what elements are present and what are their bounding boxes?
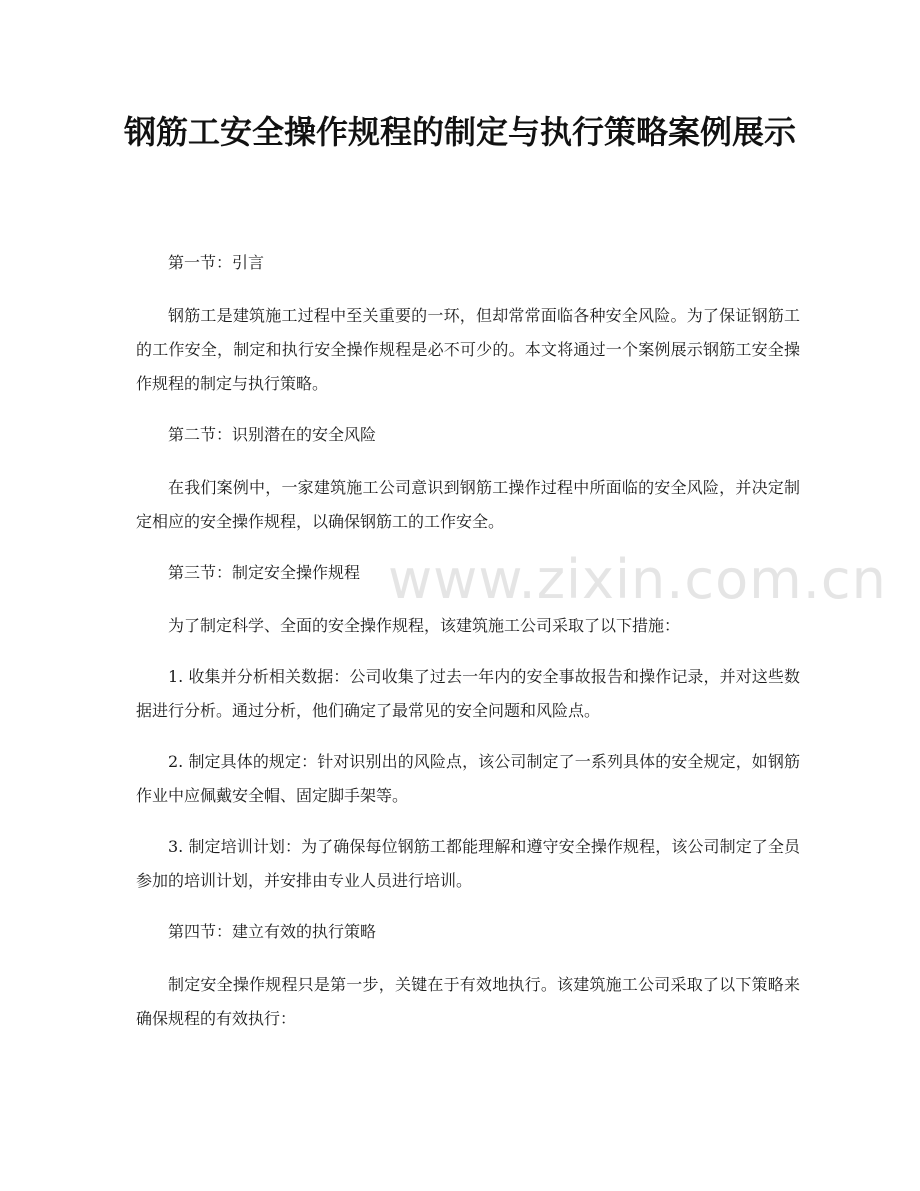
section-heading: 第三节：制定安全操作规程 [168, 563, 361, 582]
section-execution-strategy [136, 915, 800, 1036]
section-heading: 第四节：建立有效的执行策略 [168, 922, 377, 941]
section-paragraph: 钢筋工是建筑施工过程中至关重要的一环，但却常常面临各种安全风险。为了保证钢筋工的工作安全，制定和执行安全操作规程是必不可少的。本文将通过一个案例展示钢筋工安全操作规程的制定与执行策略。 [136, 306, 800, 393]
list-item-specific-rules: 2. 制定具体的规定：针对识别出的风险点，该公司制定了一系列具体的安全规定，如钢筋作业中应佩戴安全帽、固定脚手架等。 [136, 752, 800, 805]
section-paragraph: 制定安全操作规程只是第一步，关键在于有效地执行。该建筑施工公司采取了以下策略来确保规程的有效执行： [136, 975, 800, 1028]
section-introduction [136, 246, 800, 401]
section-paragraph: 为了制定科学、全面的安全操作规程，该建筑施工公司采取了以下措施： [168, 616, 681, 635]
section-paragraph: 在我们案例中，一家建筑施工公司意识到钢筋工操作过程中所面临的安全风险，并决定制定相应的安全操作规程，以确保钢筋工的工作安全。 [136, 478, 800, 531]
document-body [136, 246, 800, 1053]
list-item-collect-data: 1. 收集并分析相关数据：公司收集了过去一年内的安全事故报告和操作记录，并对这些数据进行分析。通过分析，他们确定了最常见的安全问题和风险点。 [136, 667, 800, 720]
list-item-training-plan: 3. 制定培训计划：为了确保每位钢筋工都能理解和遵守安全操作规程，该公司制定了全员参加的培训计划，并安排由专业人员进行培训。 [136, 837, 800, 890]
document-title: 钢筋工安全操作规程的制定与执行策略案例展示 [123, 113, 796, 151]
section-identify-risks [136, 418, 800, 539]
watermark: www.zixin.com.cn [388, 548, 887, 611]
section-heading: 第一节：引言 [168, 253, 265, 272]
section-heading: 第二节：识别潜在的安全风险 [168, 425, 377, 444]
